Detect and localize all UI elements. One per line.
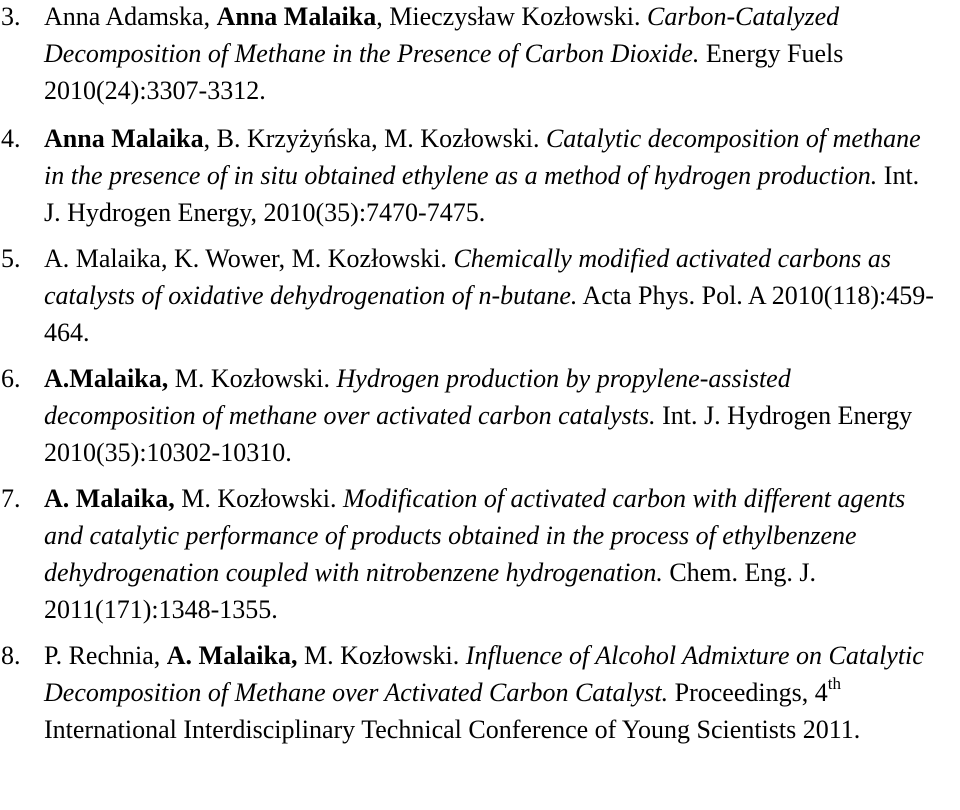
reference-number: 7.: [1, 484, 21, 513]
reference-authors-rest: , Mieczysław Kozłowski.: [376, 2, 641, 31]
reference-source: Int. J. Hydrogen Energy 2010(35):10302-10310.: [44, 401, 913, 467]
reference-number: 8.: [1, 641, 21, 670]
reference-item-8: [0, 637, 960, 748]
reference-item-3: [0, 0, 960, 109]
reference-highlighted-author: A. Malaika,: [166, 641, 298, 670]
reference-title: Chemically modified activated carbons as catalysts of oxidative dehydrogenation of n-butane.: [44, 244, 892, 310]
reference-item-4: [0, 120, 960, 231]
reference-number: 4.: [1, 124, 21, 153]
reference-authors-rest: M. Kozłowski.: [174, 364, 331, 393]
reference-number: 5.: [1, 244, 21, 273]
reference-item-5: [0, 240, 960, 351]
reference-authors-rest: , B. Krzyżyńska, M. Kozłowski.: [203, 124, 540, 153]
reference-authors: P. Rechnia,: [44, 641, 161, 670]
reference-source: Acta Phys. Pol. A 2010(118):459-464.: [44, 281, 934, 347]
reference-item-6: [0, 360, 960, 471]
reference-authors-rest: M. Kozłowski.: [181, 484, 337, 513]
reference-source-superscript: th: [827, 674, 841, 693]
reference-number: 3.: [1, 2, 21, 31]
reference-source: Int. J. Hydrogen Energy, 2010(35):7470-7475.: [44, 161, 920, 227]
reference-source: Energy Fuels 2010(24):3307-3312.: [44, 39, 844, 105]
reference-title: Catalytic decomposition of methane in the presence of in situ obtained ethylene as a method of hydrogen production.: [44, 124, 921, 190]
reference-highlighted-author: Anna Malaika: [44, 124, 204, 153]
reference-item-7: [0, 480, 960, 628]
reference-title: Hydrogen production by propylene-assisted decomposition of methane over activated carbon catalysts.: [44, 364, 791, 430]
reference-highlighted-author: A. Malaika,: [44, 484, 175, 513]
reference-authors-rest: M. Kozłowski.: [304, 641, 460, 670]
reference-authors: Anna Adamska,: [44, 2, 211, 31]
reference-title: Modification of activated carbon with different agents and catalytic performance of products obtained in the process of ethylbenzene dehydrogenation coupled with nitrobenzene hydrogenation.: [44, 484, 906, 587]
reference-source: International Interdisciplinary Technical Conference of Young Scientists 2011.: [44, 715, 861, 744]
reference-title: Carbon-Catalyzed Decomposition of Methane in the Presence of Carbon Dioxide.: [44, 2, 840, 68]
reference-source: Chem. Eng. J. 2011(171):1348-1355.: [44, 558, 816, 624]
reference-title: Influence of Alcohol Admixture on Catalytic Decomposition of Methane over Activated Carbon Catalyst.: [44, 641, 924, 707]
reference-highlighted-author: Anna Malaika: [216, 2, 377, 31]
reference-authors: A. Malaika, K. Wower, M. Kozłowski.: [44, 244, 447, 273]
reference-highlighted-author: A.Malaika,: [44, 364, 169, 393]
reference-source-prefix: Proceedings, 4: [674, 678, 828, 707]
reference-number: 6.: [1, 364, 21, 393]
